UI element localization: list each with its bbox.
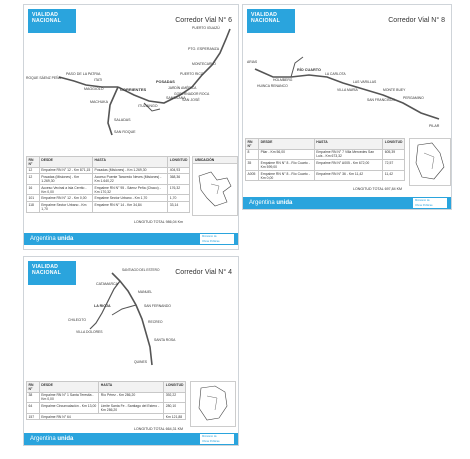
footer-brand: Argentina unida bbox=[249, 199, 293, 206]
place-label: VILLA MARÍA bbox=[337, 88, 358, 92]
province-outline bbox=[191, 382, 235, 426]
col-header: LONGITUD bbox=[164, 382, 186, 393]
place-label: SAN FRANCISCO bbox=[367, 98, 395, 102]
place-label: JARDÍN AMÉRICA bbox=[168, 86, 197, 90]
place-label: ITUZAINGO bbox=[138, 104, 158, 108]
table-row: 64 Empalme Circunvalación - Km 13,00 Limite Santa Fe - Santiago del Estero - Km 286,20 280,10 bbox=[27, 403, 186, 414]
place-label: MACHUKA bbox=[90, 100, 108, 104]
place-label: PUERTO RICO bbox=[180, 72, 204, 76]
place-label: SANTA ANA bbox=[166, 96, 186, 100]
place-label: PUERTO IGUAZÚ bbox=[192, 26, 220, 30]
place-label: LA CARLOTA bbox=[325, 72, 346, 76]
col-header: HASTA bbox=[99, 382, 164, 393]
location-inset bbox=[192, 156, 238, 216]
table-row: 12 Empalme RN N° 12 - Km 871,15 Posadas (Misiones) - Km 1.269,30 404,93 bbox=[27, 167, 190, 174]
place-label: HOLMBERG bbox=[273, 78, 293, 82]
place-label: ROQUE SÁENZ PEÑA bbox=[26, 76, 61, 80]
place-label: CHILECITO bbox=[68, 318, 87, 322]
place-label: SALADAS bbox=[114, 118, 131, 122]
province-outline bbox=[410, 139, 450, 185]
page-title: Corredor Vial N° 6 bbox=[175, 17, 232, 24]
place-label: HUINCA RENANCO bbox=[257, 84, 288, 88]
place-label: MONTECARLO bbox=[192, 62, 216, 66]
location-inset bbox=[190, 381, 236, 427]
place-label: PERGAMINO bbox=[403, 96, 424, 100]
total-length: LONGITUD TOTAL 986,04 Km bbox=[134, 220, 184, 224]
place-label: PILAR bbox=[429, 124, 440, 128]
corredor-8-card bbox=[242, 4, 452, 210]
place-label: POSADAS bbox=[156, 80, 175, 84]
col-header: RN N° bbox=[246, 139, 259, 150]
place-label: RECREO bbox=[148, 320, 163, 324]
place-label: MAGGIOLO bbox=[84, 87, 104, 91]
col-header: LONGITUD bbox=[383, 139, 405, 150]
ministry-logo: Ministerio de Obras Públicas bbox=[413, 198, 447, 208]
col-header: HASTA bbox=[314, 139, 383, 150]
route-table bbox=[26, 381, 186, 420]
place-label: SAN FERNANDO bbox=[144, 304, 171, 308]
place-label: ARIAS bbox=[247, 60, 258, 64]
ministry-logo: Ministerio de Obras Públicas bbox=[200, 234, 234, 244]
route-table bbox=[245, 138, 405, 181]
page-title: Corredor Vial N° 8 bbox=[388, 17, 445, 24]
place-label: ITATI bbox=[94, 78, 103, 82]
route-map bbox=[243, 5, 452, 135]
place-label: CATAMARCA bbox=[96, 282, 119, 286]
place-label: RÍO CUARTO bbox=[297, 68, 321, 72]
ministry-logo: Ministerio de Obras Públicas bbox=[200, 434, 234, 444]
inset-header: UBICACIÓN bbox=[193, 157, 237, 164]
logo-line2: NACIONAL bbox=[32, 18, 61, 24]
footer-bar bbox=[243, 197, 451, 209]
corredor-6-card bbox=[23, 4, 239, 250]
place-label: SAN JOSÉ bbox=[182, 98, 200, 102]
table-row: 35 Empalme RN N° 8 - Río Cuarto - Km 599,00 Empalme RN N° A005 - Km 672,00 72,57 bbox=[246, 160, 405, 171]
table-row: 12 Posadas (Misiones) - Km 1.269,30 Acceso Puente Tancredo Neves (Misiones) - Km 1.640,22 368,36 bbox=[27, 174, 190, 185]
col-header: HASTA bbox=[93, 157, 168, 168]
footer-bar bbox=[24, 433, 238, 445]
table-row: A005 Empalme RN N° 8 - Río Cuarto - Km 0,00 Empalme RN N° 36 - Km 11,42 11,42 bbox=[246, 170, 405, 181]
province-outline bbox=[193, 164, 237, 212]
logo-line2: NACIONAL bbox=[32, 270, 61, 276]
place-label: PASO DE LA PATRIA bbox=[66, 72, 101, 76]
logo-line1: VIALIDAD bbox=[251, 12, 278, 18]
table-row: 8 Pilar - Km 56,00 Empalme RN N° 7 Villa Mercedes San Luis - Km 673,32 605,39 bbox=[246, 149, 405, 160]
col-header: DESDE bbox=[259, 139, 315, 150]
place-label: LA RIOJA bbox=[94, 304, 111, 308]
place-label: PTO. ESPERANZA bbox=[188, 47, 220, 51]
table-row: 157 Empalme RN N° 64 Km 121,88 bbox=[27, 413, 186, 420]
total-length: LONGITUD TOTAL 697,84 KM bbox=[353, 187, 403, 191]
place-label: SAN ROQUE bbox=[114, 130, 136, 134]
place-label: GOBERNADOR ROCA bbox=[174, 92, 210, 96]
table-row: 118 Empalme Sector Urbano - Km 1,70 Empalme RN N° 14 - Km 34,84 33,14 bbox=[27, 201, 190, 212]
total-length: LONGITUD TOTAL 664,31 KM bbox=[134, 427, 184, 431]
table-row: 101 Empalme RN N° 12 - Km 0,00 Empalme Sector Urbano - Km 1,70 1,70 bbox=[27, 195, 190, 202]
logo-line1: VIALIDAD bbox=[32, 264, 59, 270]
footer-brand: Argentina unida bbox=[30, 235, 74, 242]
place-label: CORRIENTES bbox=[120, 87, 147, 92]
place-label: VILLA DOLORES bbox=[76, 330, 103, 334]
route-map bbox=[24, 257, 239, 377]
table-row: 16 Acceso Vecinal a Isla Cerrito - Km 0,00 Empalme RN N° 95 - Sáenz Peña (Chaco) - Km 170,32 176,32 bbox=[27, 184, 190, 195]
place-label: SANTA ROSA bbox=[154, 338, 176, 342]
route-table bbox=[26, 156, 190, 213]
page-title: Corredor Vial N° 4 bbox=[175, 269, 232, 276]
col-header: RN N° bbox=[27, 157, 40, 168]
place-label: MANUEL bbox=[138, 290, 153, 294]
place-label: SANTIAGO DEL ESTERO bbox=[122, 268, 160, 272]
logo-line2: NACIONAL bbox=[251, 18, 280, 24]
col-header: DESDE bbox=[39, 382, 99, 393]
location-inset bbox=[409, 138, 451, 186]
route-map bbox=[24, 5, 239, 155]
col-header: RN N° bbox=[27, 382, 40, 393]
table-row: 38 Empalme RN N° 1 Santa Teresita - Km 0,00 Río Pérez - Km 286,20 392,22 bbox=[27, 392, 186, 403]
corredor-4-card bbox=[23, 256, 239, 446]
col-header: LONGITUD bbox=[168, 157, 190, 168]
place-label: LAS VARILLAS bbox=[353, 80, 377, 84]
logo-line1: VIALIDAD bbox=[32, 12, 59, 18]
place-label: MONTE BUEY bbox=[383, 88, 406, 92]
place-label: QUINES bbox=[134, 360, 147, 364]
footer-brand: Argentina unida bbox=[30, 435, 74, 442]
footer-bar bbox=[24, 233, 238, 245]
col-header: DESDE bbox=[39, 157, 92, 168]
